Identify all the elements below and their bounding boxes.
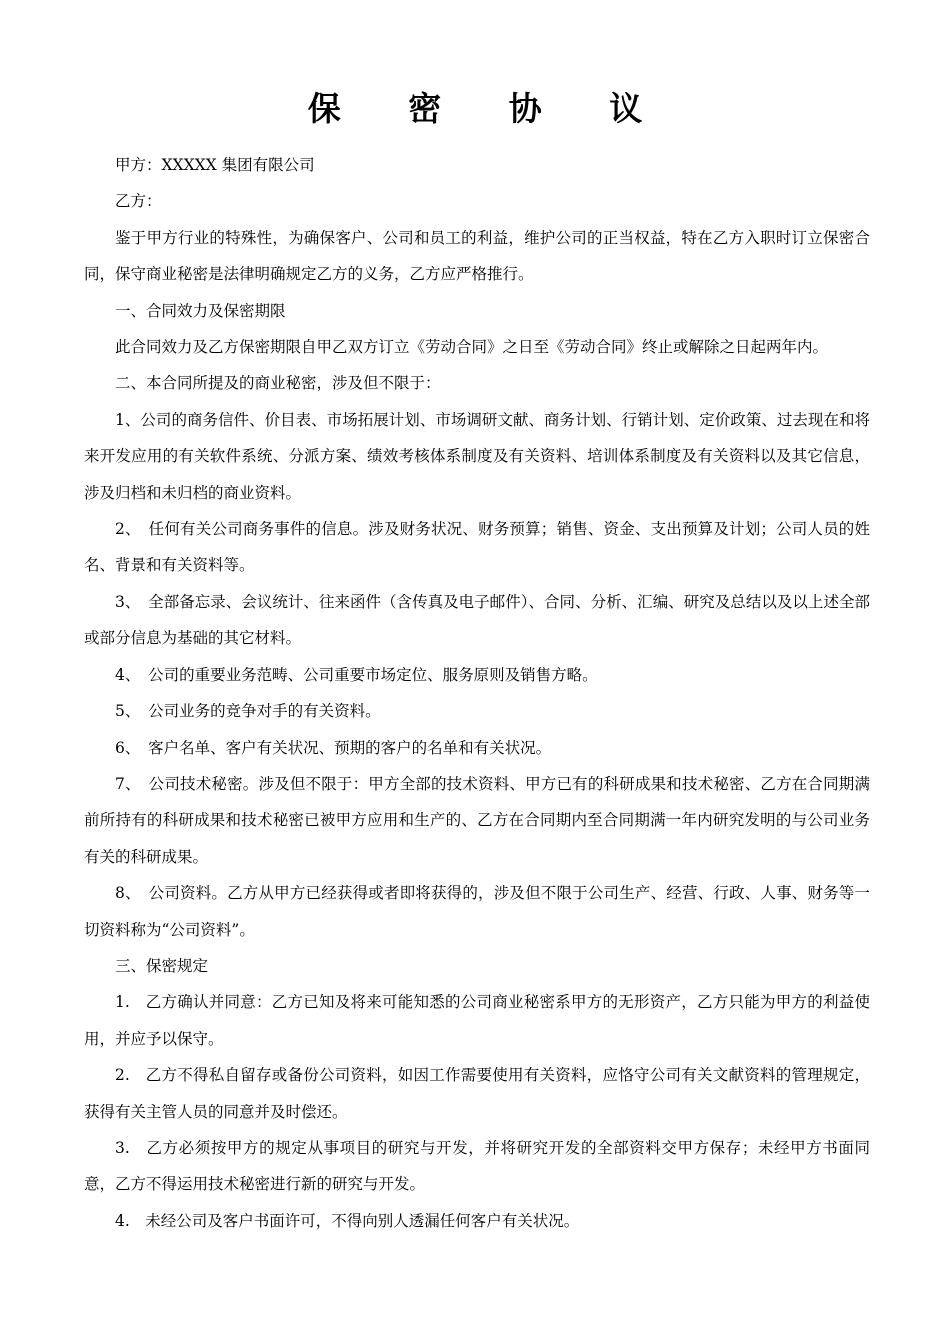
section-1-paragraph: 此合同效力及乙方保密期限自甲乙双方订立《劳动合同》之日至《劳动合同》终止或解除之日起两年内。 — [115, 338, 829, 357]
document-title: 保 密 协 议 — [307, 89, 671, 128]
document-body — [84, 147, 870, 1239]
section-2-item-8: 8、 公司资料。乙方从甲方已经获得或者即将获得的，涉及但不限于公司生产、经营、行政、人事、财务等一切资料称为“公司资料”。 — [84, 884, 870, 939]
party-a-line: 甲方：XXXXX 集团有限公司 — [115, 156, 315, 174]
section-3-item-1: 1. 乙方确认并同意：乙方已知及将来可能知悉的公司商业秘密系甲方的无形资产，乙方只能为甲方的利益使用，并应予以保守。 — [84, 993, 870, 1048]
section-2-item-7: 7、 公司技术秘密。涉及但不限于：甲方全部的技术资料、甲方已有的科研成果和技术秘密、乙方在合同期满前所持有的科研成果和技术秘密已被甲方应用和生产的、乙方在合同期内至合同期满一年内研究发明的与公司业务有关的科研成果。 — [84, 774, 870, 866]
section-2-item-2: 2、 任何有关公司商务事件的信息。涉及财务状况、财务预算；销售、资金、支出预算及计划；公司人员的姓名、背景和有关资料等。 — [84, 520, 870, 575]
section-2-item-5: 5、 公司业务的竞争对手的有关资料。 — [115, 702, 381, 721]
section-2-item-4: 4、 公司的重要业务范畴、公司重要市场定位、服务原则及销售方略。 — [115, 665, 598, 684]
section-heading-1: 一、合同效力及保密期限 — [115, 301, 286, 320]
section-heading-3: 三、保密规定 — [115, 956, 209, 975]
section-3-item-4: 4. 未经公司及客户书面许可，不得向别人透漏任何客户有关状况。 — [115, 1211, 580, 1230]
section-2-item-1: 1、公司的商务信件、价目表、市场拓展计划、市场调研文献、商务计划、行销计划、定价政策、过去现在和将来开发应用的有关软件系统、分派方案、绩效考核体系制度及有关资料、培训体系制度及有关资料以及其它信息，涉及归档和未归档的商业资料。 — [84, 410, 870, 502]
section-3-item-3: 3. 乙方必须按甲方的规定从事项目的研究与开发，并将研究开发的全部资料交甲方保存；未经甲方书面同意，乙方不得运用技术秘密进行新的研究与开发。 — [84, 1138, 870, 1194]
section-heading-2: 二、本合同所提及的商业秘密，涉及但不限于： — [115, 374, 441, 393]
party-b-line: 乙方： — [115, 192, 162, 211]
section-2-item-6: 6、 客户名单、客户有关状况、预期的客户的名单和有关状况。 — [115, 738, 552, 757]
section-2-item-3: 3、 全部备忘录、会议统计、往来函件（含传真及电子邮件）、合同、分析、汇编、研究及总结以及以上述全部或部分信息为基础的其它材料。 — [84, 592, 870, 648]
section-3-item-2: 2. 乙方不得私自留存或备份公司资料，如因工作需要使用有关资料，应恪守公司有关文献资料的管理规定，获得有关主管人员的同意并及时偿还。 — [84, 1066, 870, 1121]
preamble-paragraph: 鉴于甲方行业的特殊性，为确保客户、公司和员工的利益，维护公司的正当权益，特在乙方入职时订立保密合同，保守商业秘密是法律明确规定乙方的义务，乙方应严格推行。 — [84, 228, 870, 284]
